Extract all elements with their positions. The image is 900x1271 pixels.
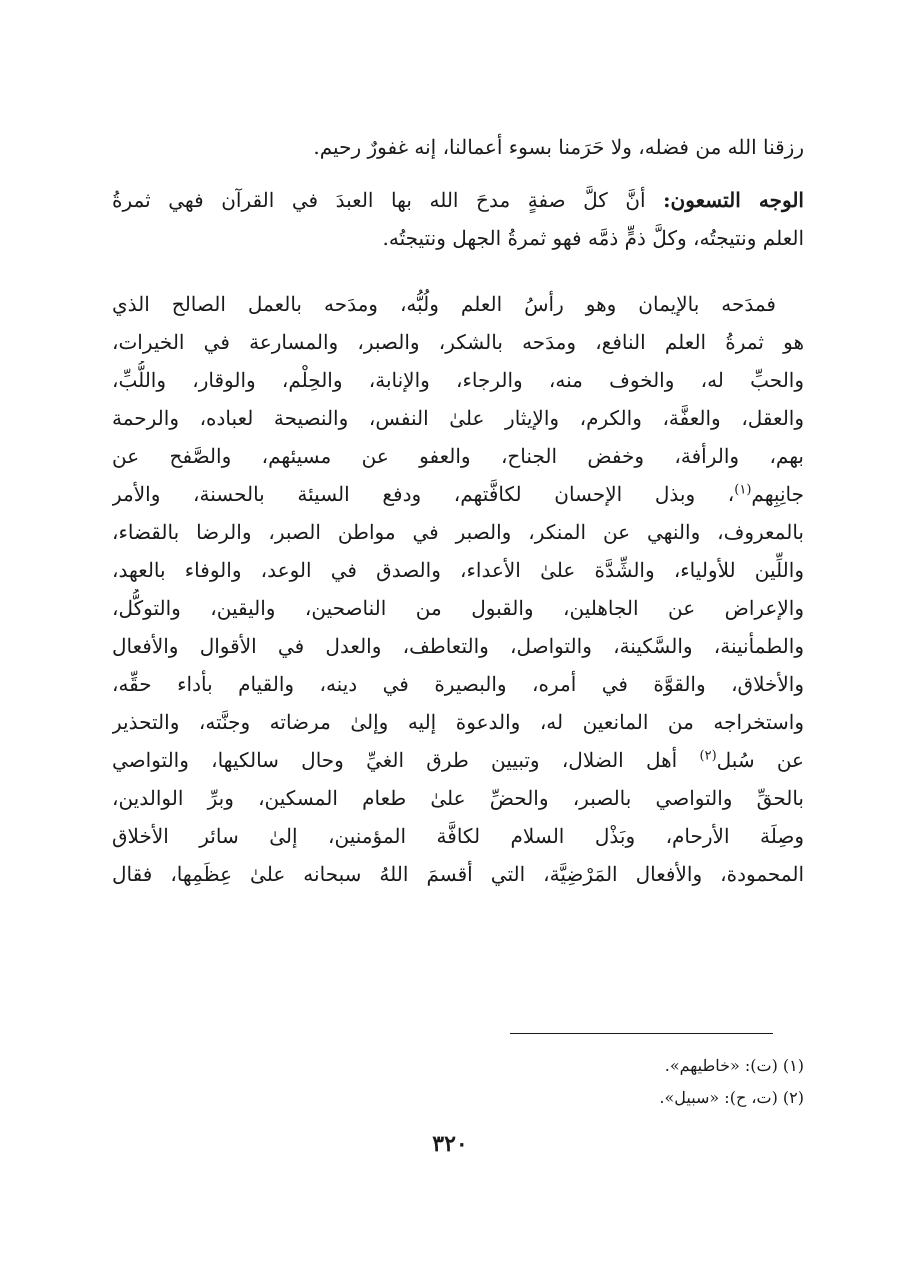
main-line-1: فمدَحه بالإيمان وهو رأسُ العلم ولُبُّه، ومدَحه بالعمل الصالح الذي: [112, 292, 776, 316]
main-line-16: المحمودة، والأفعال المَرْضِيَّة، التي أقسمَ اللهُ سبحانه علىٰ عِظَمِها، فقال: [112, 862, 804, 886]
footnote-separator: [510, 1033, 773, 1034]
main-line-4: والعقل، والعفَّة، والكرم، والإيثار علىٰ النفس، والنصيحة لعباده، والرحمة: [112, 406, 804, 430]
footnote-ref-1[interactable]: (١): [734, 482, 752, 498]
main-line-6: [112, 475, 804, 513]
ninetieth-line-1: [112, 181, 804, 219]
main-line-13: [112, 741, 804, 779]
main-line-3: والحبِّ له، والخوف منه، والرجاء، والإنابة، والحِلْم، والوقار، واللُّبِّ،: [112, 368, 804, 392]
main-line-10: والطمأنينة، والسَّكينة، والتواصل، والتعاطف، والعدل في الأقوال والأفعال: [112, 634, 804, 658]
footnote-2: (٢) (ت، ح): «سبيل».: [659, 1088, 804, 1107]
main-paragraph: [112, 285, 804, 893]
main-line-13-end: أهل الضلال، وتبيين طرق الغيِّ وحال سالكيها، والتواصي: [112, 748, 700, 772]
intro-paragraph: [112, 128, 804, 166]
footnote-1: (١) (ت): «خاطيهم».: [664, 1056, 804, 1075]
main-line-6-end: ، وبذل الإحسان لكافَّتهم، ودفع السيئة بالحسنة، والأمر: [112, 482, 735, 506]
main-line-5: بهم، والرأفة، وخفض الجناح، والعفو عن مسيئهم، والصَّفح عن: [112, 444, 804, 468]
page-number: ٣٢٠: [432, 1131, 468, 1157]
ninetieth-heading: الوجه التسعون:: [663, 188, 804, 212]
main-line-14: بالحقِّ والتواصي بالصبر، والحضِّ علىٰ طعام المسكين، وبرِّ الوالدين،: [112, 786, 804, 810]
main-line-9: والإعراض عن الجاهلين، والقبول من الناصحين، واليقين، والتوكُّل،: [112, 596, 804, 620]
footnotes: [112, 1050, 804, 1114]
ninetieth-line-2: العلم ونتيجتُه، وكلَّ ذمٍّ ذمَّه فهو ثمرةُ الجهل ونتيجتُه.: [382, 226, 804, 250]
main-line-11: والأخلاق، والقوَّة في أمره، والبصيرة في دينه، والقيام بأداء حقِّه،: [112, 672, 804, 696]
ninetieth-line-1-text: أنَّ كلَّ صفةٍ مدحَ الله بها العبدَ في القرآن فهي ثمرةُ: [112, 188, 664, 212]
main-line-12: واستخراجه من المانعين له، والدعوة إليه وإلىٰ مرضاته وجنَّته، والتحذير: [112, 710, 804, 734]
footnote-ref-2[interactable]: (٢): [699, 748, 717, 764]
intro-line: رزقنا الله من فضله، ولا حَرَمنا بسوء أعمالنا، إنه غفورٌ رحيم.: [313, 135, 804, 159]
main-line-6-start: جانِبِهم: [751, 482, 804, 506]
main-line-15: وصِلَة الأرحام، وبَذْل السلام لكافَّة المؤمنين، إلىٰ سائر الأخلاق: [112, 824, 804, 848]
main-line-8: واللِّين للأولياء، والشِّدَّة علىٰ الأعداء، والصدق في الوعد، والوفاء بالعهد،: [112, 558, 804, 582]
main-line-2: هو ثمرةُ العلم النافع، ومدَحه بالشكر، والصبر، والمسارعة في الخيرات،: [112, 330, 804, 354]
main-line-7: بالمعروف، والنهي عن المنكر، والصبر في مواطن الصبر، والرضا بالقضاء،: [112, 520, 804, 544]
main-line-13-start: عن سُبل: [716, 748, 804, 772]
ninetieth-aspect-paragraph: [112, 181, 804, 257]
